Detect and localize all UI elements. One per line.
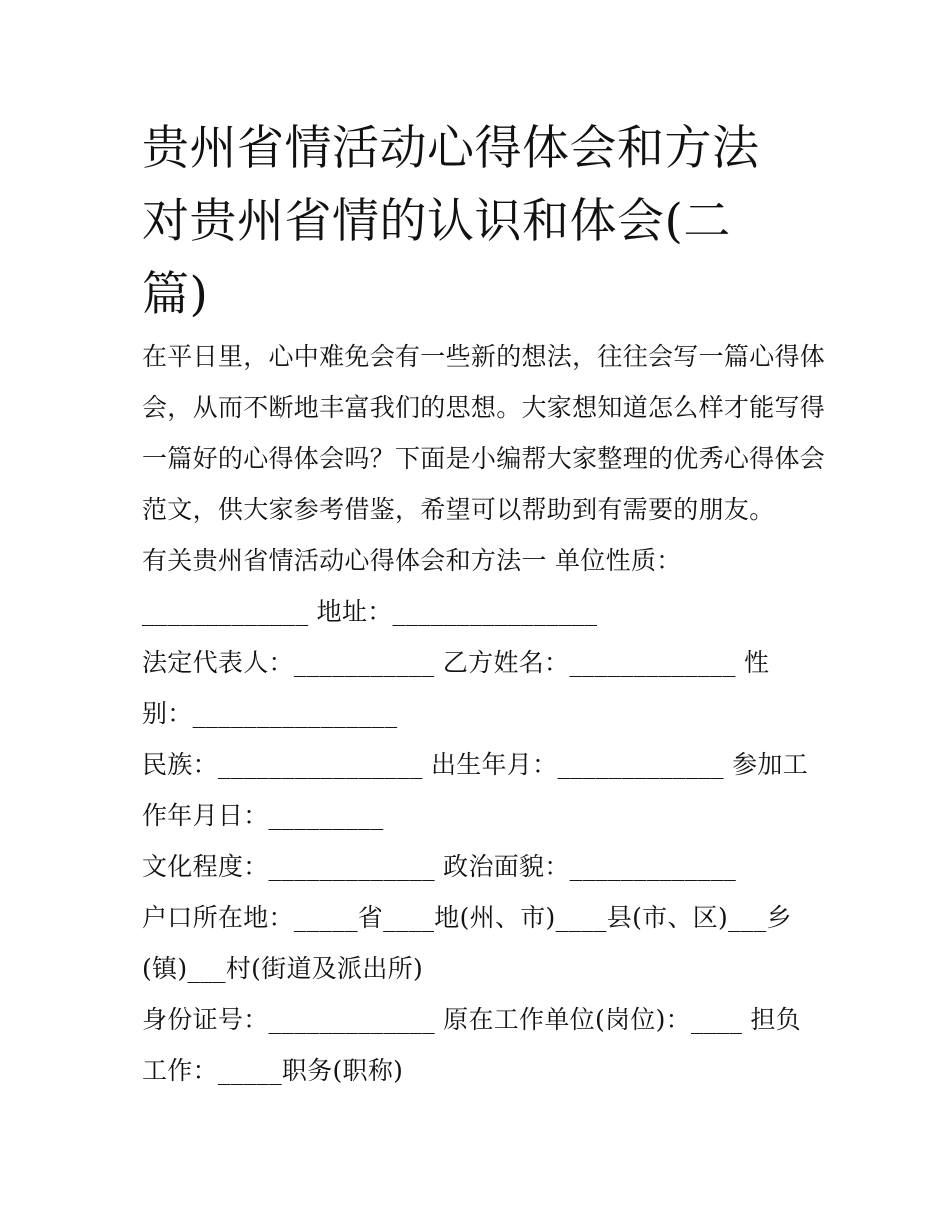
- title-line-1: 贵州省情活动心得体会和方法: [142, 121, 760, 176]
- title-line-3: 篇): [142, 267, 209, 322]
- form-line-gender: 别：________________: [142, 699, 398, 728]
- intro-line-1: 在平日里，心中难免会有一些新的想法，往往会写一篇心得体: [142, 342, 826, 371]
- intro-line-2: 会，从而不断地丰富我们的思想。大家想知道怎么样才能写得: [142, 393, 826, 422]
- form-line-work-date: 作年月日：_________: [142, 801, 384, 830]
- intro-paragraph: [142, 331, 826, 535]
- form-line-town: (镇)___村(街道及派出所): [142, 954, 424, 983]
- title-line-2: 对贵州省情的认识和体会(二: [142, 194, 731, 249]
- form-line-id-number: 身份证号：_____________ 原在工作单位(岗位)：____ 担负: [142, 1005, 802, 1034]
- intro-line-4: 范文，供大家参考借鉴，希望可以帮助到有需要的朋友。: [142, 495, 775, 524]
- form-line-address: _____________ 地址：________________: [142, 597, 598, 626]
- document-title: [142, 112, 817, 331]
- form-line-unit-nature: 有关贵州省情活动心得体会和方法一 单位性质：: [142, 546, 682, 575]
- intro-line-3: 一篇好的心得体会吗？下面是小编帮大家整理的优秀心得体会: [142, 444, 826, 473]
- form-line-position: 工作：_____职务(职称): [142, 1056, 404, 1085]
- form-section: [142, 535, 817, 1096]
- form-line-ethnicity: 民族：________________ 出生年月：_____________ 参加工: [142, 750, 808, 779]
- form-line-legal-rep: 法定代表人：___________ 乙方姓名：_____________ 性: [142, 648, 770, 677]
- form-line-education: 文化程度：_____________ 政治面貌：_____________: [142, 852, 737, 881]
- form-line-household: 户口所在地：_____省____地(州、市)____县(市、区)___乡: [142, 903, 792, 932]
- document-page: [142, 112, 826, 1096]
